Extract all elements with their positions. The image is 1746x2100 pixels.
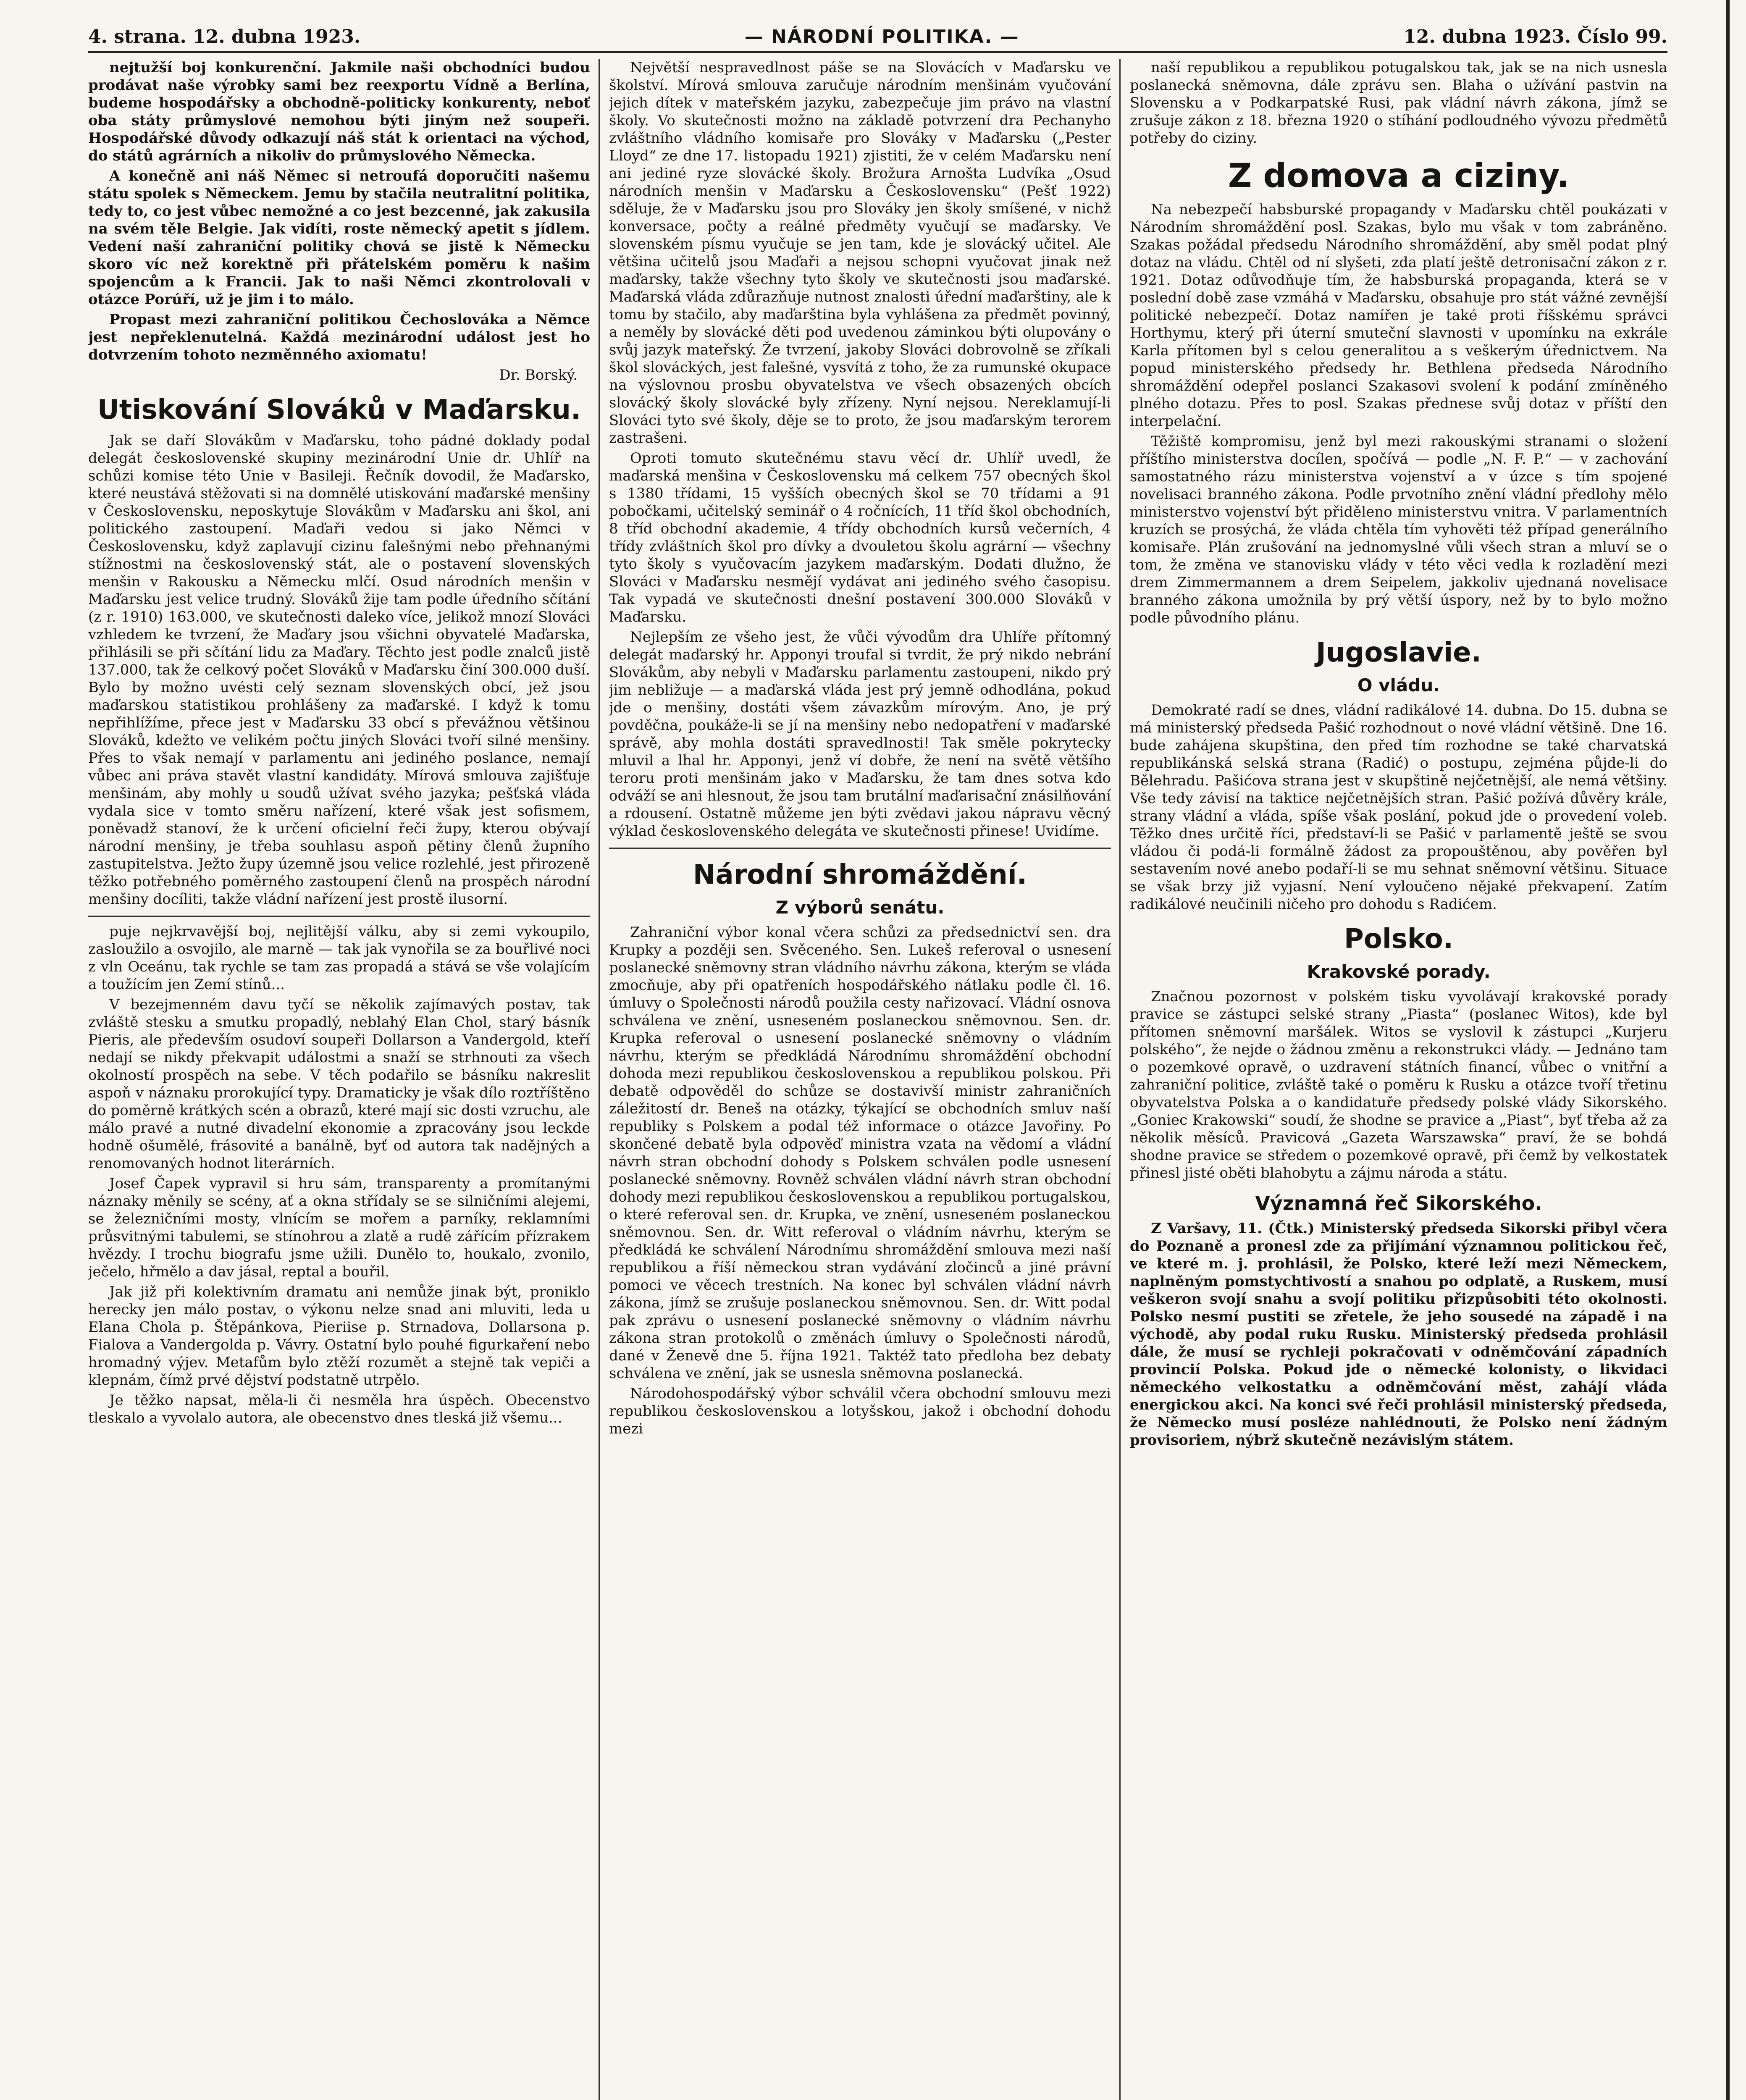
speech-article bbox=[1130, 1220, 1667, 1449]
article-title: Utiskování Slováků v Maďarsku. bbox=[97, 394, 581, 425]
section-subtitle: Z výborů senátu. bbox=[775, 897, 945, 918]
paragraph: Těžiště kompromisu, jenž byl mezi rakouskými stranami o složení příštího ministerstva docílen, spočívá — podle „N. F. P.“ — v zachování samostatného rázu ministerstva vojenství a v úzce s tím spojené novelisaci branného zákona. Podle prvotního znění vládní předlohy mělo ministerstvo vojenství být přiděleno ministerstvu vnitra. V parlamentních kruzích se prosýchá, že vláda chtěla tím vyhověti též případ generálního komisaře. Plán zrušování na jednomyslné vůli všech stran a mluví se o tom, že změna ve stanovisku vlády v této věci vedla k rozladění mezi drem Zimmermannem a drem Seipelem, jakkoliv ujednaná novelisace branného zákona umožnila by prý větší úspory, než by to bylo možno podle původního plánu. bbox=[1130, 433, 1667, 626]
section-subtitle: O vládu. bbox=[1357, 675, 1440, 696]
paragraph: Národohospodářský výbor schválil včera obchodní smlouvu mezi republikou československou a lotyšskou, jakož i obchodní dohodu mezi bbox=[609, 1385, 1111, 1437]
column-3 bbox=[1130, 59, 1667, 2100]
section-title: Národní shromáždění. bbox=[693, 859, 1027, 890]
page-header bbox=[88, 22, 1667, 53]
column-1 bbox=[88, 59, 590, 2100]
section-title: Z domova a ciziny. bbox=[1228, 157, 1570, 195]
paragraph: Na nebezpečí habsburské propagandy v Maďarsku chtěl poukázati v Národním shromáždění posl. Szakas, bylo mu však v tom zabráněno. Szakas požádal předsedu Národního shromáždění, aby směl podat plný dotaz na vládu. Chtěl od ní slyšeti, zda platí ještě detronisační zákon z r. 1921. Dotaz odůvodňuje tím, že habsburská propaganda, která se v poslední době zase vzmáhá v Maďarsku, obsahuje pro stát vážné zevnější politické nebezpečí. Dotaz namířen je také proti říšskému správci Horthymu, který při úterní smuteční slavnosti v upomínku na exkrále Karla přítomen byl s celou generalitou a s veškerým úřednictvem. Na popud ministerského předsedy hr. Bethlena předseda Národního shromáždění odepřel poslanci Szakasovi svolení k podání zmíněného plného dotazu. Přes to posl. Szakas přednese svůj dotaz v příští den interpelační. bbox=[1130, 201, 1667, 430]
paragraph: Nejlepším ze všeho jest, že vůči vývodům dra Uhlíře přítomný delegát maďarský hr. Apponyi troufal si tvrdit, že prý nikdo nebrání Slovákům, aby nebyli v Maďarsku parlamentu zastoupeni, nikdo prý jim nebližuje — a maďarská vláda jest prý jemně odhodlána, pokud jde o menšiny, dostáti všem závazkům mírovým. Ano, je prý povděčna, poukáže-li se jí na menšiny nebo nedopatření v maďarské správě, aby mohla dostáti spravedlnosti! Tak směle pokrytecky mluvil a lhal hr. Apponyi, jenž ví dobře, že není na světě většího teroru proti menšinám jako v Maďarsku, že tam dnes sotva kdo odváží se ani hlesnout, že jsou tam brutální maďarisační znásilňování a rdousení. Ostatně můžeme jen býti zvědavi jakou nápravu věcný výklad československého delegáta ve skutečnosti přinese! Uvidíme. bbox=[609, 629, 1111, 840]
divider bbox=[609, 848, 1111, 849]
divider bbox=[88, 916, 590, 917]
column-2 bbox=[609, 59, 1111, 2100]
header-right: 12. dubna 1923. Číslo 99. bbox=[1403, 26, 1667, 47]
masthead: — NÁRODNÍ POLITIKA. — bbox=[744, 26, 1019, 47]
scan-edge bbox=[1726, 0, 1730, 2100]
header-left: 4. strana. 12. dubna 1923. bbox=[88, 26, 361, 47]
paragraph: Propast mezi zahraniční politikou Čechoslováka a Němce jest nepřeklenutelná. Každá mezinárodní událost jest ho dotvrzením tohoto nezměnného axiomatu! bbox=[88, 311, 590, 363]
paragraph: Demokraté radí se dnes, vládní radikálové 14. dubna. Do 15. dubna se má ministerský předseda Pašić rozhodnout o nové vládní většině. Dne 16. bude zahájena skupština, den před tím rozhodne se také charvatská republikánská selská strana (Radić) o postupu, zejména půjde-li do Bělehradu. Pašićova strana jest v skupštině nejčetnější, ale nemá většiny. Vše tedy závisí na taktice nejčetnějších stran. Pašić požívá důvěry krále, strany vládní a vláda, spíše však poslání, pokud jde o provedení voleb. Těžko dnes určitě říci, představí-li se Pašić v parlamentě ještě se svou vládou či podá-li formálně žádost za propouštěnou, aby pověřen byl sestavením nové anebo podaří-li se mu sehnat sněmovní většinu. Situace se však brzy již vyjasní. Není vyloučeno nějaké překvapení. Zatím radikálové neučinili ničeho pro dohodu s Radićem. bbox=[1130, 702, 1667, 913]
signature: Dr. Borský. bbox=[499, 367, 578, 383]
paragraph: naší republikou a republikou potugalskou tak, jak se na nich usnesla poslanecká sněmovna, dále zprávu sen. Blaha o užívání pastvin na Slovensku a v Podkarpatské Rusi, pak vládní návrh zákona, jímž se zrušuje zákon z 18. března 1920 o stíhání podloudného vývozu předmětů potřeby do ciziny. bbox=[1130, 59, 1667, 147]
paragraph: Jak již při kolektivním dramatu ani nemůže jinak být, proniklo herecky jen málo postav, o výkonu nelze snad ani mluviti, leda u Elana Chola p. Štěpánkova, Pieriise p. Strnadova, Dollarsona p. Fialova a Vandergolda p. Vávry. Ostatní bylo pouhé figurkaření nebo hromadný výjev. Metafům bylo ztěží rozumět a stejně tak vepiči a klepnám, čímž prvé dějství podstatně utrpělo. bbox=[88, 1284, 590, 1389]
section-subtitle: Krakovské porady. bbox=[1307, 961, 1491, 982]
paragraph: Oproti tomuto skutečnému stavu věcí dr. Uhlíř uvedl, že maďarská menšina v Československu má celkem 757 obecných škol s 1380 třídami, 15 vyšších obecných škol se 70 třídami a 91 pobočkami, učitelský seminář o 4 ročnících, 11 tříd škol obchodních, 8 tříd obchodní akademie, 4 třídy obchodních kursů večerních, 4 třídy zvláštních škol pro dívky a dvouletou školu agrární — všechny tyto školy s vyučovacím jazykem maďarským. Dodati dlužno, že Slováci v Maďarsku nesmějí vydávat ani jediného svého časopisu. Tak vypadá ve skutečnosti dnešní postavení 300.000 Slováků v Maďarsku. bbox=[609, 450, 1111, 625]
section-title: Polsko. bbox=[1344, 924, 1454, 955]
column-divider bbox=[1119, 59, 1121, 2100]
paragraph: Je těžko napsat, měla-li či nesměla hra úspěch. Obecenstvo tleskalo a vyvolalo autora, ale obecenstvo dnes tleská již všemu... bbox=[88, 1392, 590, 1426]
paragraph: Jak se daří Slovákům v Maďarsku, toho pádné doklady podal delegát československé skupiny mezinárodní Unie dr. Uhlíř na schůzi komise této Unie v Basileji. Řečník dovodil, že Maďarsko, které neustává stěžovati si na domnělé utiskování maďarské menšiny v Československu, neposkytuje Slovákům v Maďarsku ani škol, ani politického zastoupení. Maďaři vedou si jako Němci v Československu, když zaplavují cizinu falešnými nebo přehnanými stížnostmi na československý stát, ale o postavení slovenských menšin v Rakousku a Německu mlčí. Osud národních menšin v Maďarsku jest velice trudný. Slováků žije tam podle úředního sčítání (z r. 1910) 163.000, ve skutečnosti daleko více, jelikož mnozí Slováci vzhledem ke tvrzení, že Maďary jsou všichni obyvatelé Maďarska, přihlásili se při sčítání lidu za Maďary. Těchto jest podle znalců jistě 137.000, tak že celkový počet Slováků v Maďarsku činí 300.000 duší. Bylo by možno uvésti celý seznam slovenských obcí, jež jsou maďarskou statistikou prohlášeny za maďarské. I když k tomu nepřihlížíme, přece jest v Maďarsku 33 obcí s převážnou většinou Slováků, kdežto ve velikém počtu jiných Slováci tvoří silné menšiny. Přes to však nemají v parlamentu ani jediného poslance, nemají vůbec ani práva stavět vlastní kandidáty. Mírová smlouva zajišťuje menšinám, aby mohly u soudů užívat svého jazyka; pešťská vláda vydala sice v tomto směru nařízení, které však jest sofismem, poněvadž stanoví, že k určení oficielní řeči župy, kterou obývají národní menšiny, je třeba souhlasu aspoň pětiny členů župního zastupitelstva. Ježto župy územně jsou velice rozlehlé, jest přirozeně těžko potřebného poměrného zastoupení členů na prospěch národní menšiny docíliti, takže vládní nařízení jest prostě ilusorní. bbox=[88, 432, 590, 908]
column-divider bbox=[599, 59, 600, 2100]
paragraph: V bezejmenném davu tyčí se několik zajímavých postav, tak zvláště stesku a smutku propadlý, neblahý Elan Chol, starý básník Pieris, ale především osudoví soupeři Dollarson a Vandergold, kteří nedají se nikdy překvapit událostmi a snaží se strhnouti za všech okolností prospěch na sebe. V těch podařilo se básníku nakreslit aspoň v náznaku prorokující typy. Dramaticky je však dílo roztříštěno do poměrně krátkých scén a obrazů, které mají sic dosti vzruchu, ale málo pravé a nutné divadelní ekonomie a zpracovány jsou leckde hodně ošumělé, frásovité a banálně, byť od autora tak nadějných a renomovaných hodnot literárních. bbox=[88, 996, 590, 1172]
paragraph: Josef Čapek vypravil si hru sám, transparenty a promítanými náznaky měnily se scény, ať a okna střídaly se se silničními alejemi, se železničními mosty, vlnícím se mořem a parníky, reklamními průsvitnými tabulemi, se stínohrou a zlatě a rudě zářícím přízrakem hvězdy. I trochu biografu jsme užili. Dunělo to, houkalo, zvonilo, ječelo, hřmělo a dav jásal, reptal a bouřil. bbox=[88, 1175, 590, 1280]
subsection-title: Významná řeč Sikorského. bbox=[1255, 1192, 1542, 1215]
paragraph: puje nejkrvavější boj, nejlitější válku, aby si zemi vykoupilo, zasloužilo a osvojilo, ale marně — tak jak vynořila se za bouřlivé noci z vln Oceánu, tak rychle se tam zas propadá a stává se vše volajícím a toužícím jen Zemí stínů... bbox=[88, 923, 590, 993]
paragraph: Z Varšavy, 11. (Čtk.) Ministerský předseda Sikorski přibyl včera do Poznaně a pronesl zde za přijímání významnou politickou řeč, ve které m. j. prohlásil, že Polsko, které leží mezi Německem, naplněným pomstychtivostí a snahou po odplatě, a Ruskem, musí veškeron svojí snahu a svojí politiku přizpůsobiti této okolnosti. Polsko nesmí pustiti se zřetele, že jeho sousedé na západě i na východě, aby podal ruku Rusku. Ministerský předseda prohlásil dále, že musí se rychleji pokračovati v odněmčování západních provincií Polska. Pokud jde o německé kolonisty, o likvidaci německého velkostatku a odněmčování měst, zahájí vláda energickou akci. Na konci své řeči prohlásil ministerský předseda, že Německo musí posléze nahlédnouti, že Polsko není žádným provisoriem, nýbrž skutečně nezávislým státem. bbox=[1130, 1220, 1667, 1449]
section-title: Jugoslavie. bbox=[1316, 637, 1481, 668]
paragraph: nejtužší boj konkurenční. Jakmile naši obchodníci budou prodávat naše výrobky sami bez reexportu Vídně a Berlína, budeme hospodářsky a obchodně-politicky konkurenty, neboť oba státy průmyslové nemohou býti jiným než soupeři. Hospodářské důvody odkazují náš stát k orientaci na východ, do států agrárních a nikoliv do průmyslového Německa. bbox=[88, 59, 590, 164]
paragraph: Značnou pozornost v polském tisku vyvolávají krakovské porady pravice se zástupci selské strany „Piasta“ (poslanec Witos), kde byl přítomen sněmovní maršálek. Witos se vyslovil k zástupci „Kurjeru polského“, že nejde o žádnou změnu a rekonstrukci vlády. — Jednáno tam o pozemkové opravě, o uzdravení státních financí, vůbec o vnitřní a zahraniční politice, zvláště také o poměru k Rusku a otázce tvoří třetinu obyvatelstva Polska a o kandidatuře předsedy polské vlády Sikorského. „Goniec Krakowski“ soudí, že shodne se pravice a „Piast“, byť třeba až za několik měsíců. Pravicová „Gazeta Warszawska“ praví, že se bohdá shodne pravice se středem o pozemkové opravě, při čemž by velkostatek přinesl jisté oběti blahobytu a zájmu národa a státu. bbox=[1130, 988, 1667, 1181]
paragraph: A konečně ani náš Němec si netroufá doporučiti našemu státu spolek s Německem. Jemu by stačila neutralitní politika, tedy to, co jest vůbec nemožné a co jest bezcenné, jak zakusila na svém těle Belgie. Jak vidíti, roste německý apetit s jídlem. Vedení naší zahraniční politiky chová se jistě k Německu skoro víc než korektně při přátelském poměru k našim spojencům a k Francii. Jak to naši Němci zkontrolovali v otázce Porúří, už je jim i to málo. bbox=[88, 168, 590, 308]
intro-article bbox=[88, 59, 590, 364]
paragraph: Největší nespravedlnost páše se na Slovácích v Maďarsku ve školství. Mírová smlouva zaručuje národním menšinám vyučování jejich dítek v mateřském jazyku, zabezpečuje jim právo na vlastní školy. Vo skutečnosti možno na základě potvrzení dra Pechanyho zvláštního vládního komisaře pro Slováky v Maďarsku („Pester Lloyd“ ze dne 17. listopadu 1921) zjistiti, že v celém Maďarsku není ani jediné ryze slovácké školy. Brožura Arnošta Ludvíka „Osud národních menšin v Maďarsku a Československu“ (Pešť 1922) sděluje, že v Maďarsku jsou pro Slováky jen školy smíšené, v nichž konversace, počty a reálné předměty vyučují se maďarsky. Ve slovenském písmu vyučuje se jen tam, kde je slovácký učitel. Ale většina učitelů jsou Maďaři a nejsou schopni vyučovat jinak než maďarsky, takže všechny tyto školy ve skutečnosti jsou maďarské. Maďarská vláda zdůrazňuje nutnost znalosti úřední maďarštiny, ale k tomu by stačilo, aby maďarština byla vyhlášena za předmět povinný, a neměly by slovácké děti pod uvedenou záminkou býti olupovány o svůj jazyk mateřský. Že tvrzení, jakoby Slováci dobrovolně se zříkali škol slováckých, jest falešné, vysvítá z toho, že za rumunské okupace na výslovnou prosbu obyvatelstva ve všech obsazených obcích slovácký školy slovácké byly zřízeny. Nyní nejsou. Nereklamují-li Slováci tyto své školy, děje se to proto, že jsou maďarským terorem zastrašeni. bbox=[609, 59, 1111, 446]
paragraph: Zahraniční výbor konal včera schůzi za předsednictví sen. dra Krupky a později sen. Svěceného. Sen. Lukeš referoval o usnesení poslanecké sněmovny stran vládního návrhu zákona, kterým se vláda zmocňuje, aby při opatřeních hospodářského nátlaku podle čl. 16. úmluvy o Společnosti národů použila cesty nařizovací. Vládní osnova schválena ve znění, usneseném poslaneckou sněmovnou. Sen. dr. Krupka referoval o usnesení poslanecké sněmovny o vládním návrhu, kterým se předkládá Národnímu shromáždění obchodní dohoda mezi republikou československou a republikou polskou. Při debatě odpověděl do schůze se dostavivší ministr zahraničních záležitostí dr. Beneš na otázky, týkající se obchodních smluv naší republiky s Polskem a podal též informace o otázce Javořiny. Po skončené debatě byla odpověď ministra vzata na vědomí a vládní návrh stran obchodní dohody s Polskem schválen podle usnesení poslanecké sněmovny. Rovněž schválen vládní návrh stran obchodní dohody mezi republikou československou a republikou portugalskou, o které referoval sen. dr. Krupka, ve znění, usneseném poslaneckou sněmovnou. Sen. dr. Witt referoval o vládním návrhu, kterým se předkládá ke schválení Národnímu shromáždění smlouva mezi naší republikou a říší německou stran vydávání zločinců a jiné právní pomoci ve věcech trestních. Na konec byl schválen vládní návrh zákona, jímž se zrušuje poslaneckou sněmovnou. Sen. dr. Witt podal pak zprávu o usnesení poslanecké sněmovny o vládním návrhu zákona stran protokolů o změnách úmluvy o Společnosti národů, dané v Ženevě dne 5. října 1921. Taktéž tato předloha bez debaty schválena ve znění, jak se usnesla sněmovna poslanecká. bbox=[609, 924, 1111, 1382]
